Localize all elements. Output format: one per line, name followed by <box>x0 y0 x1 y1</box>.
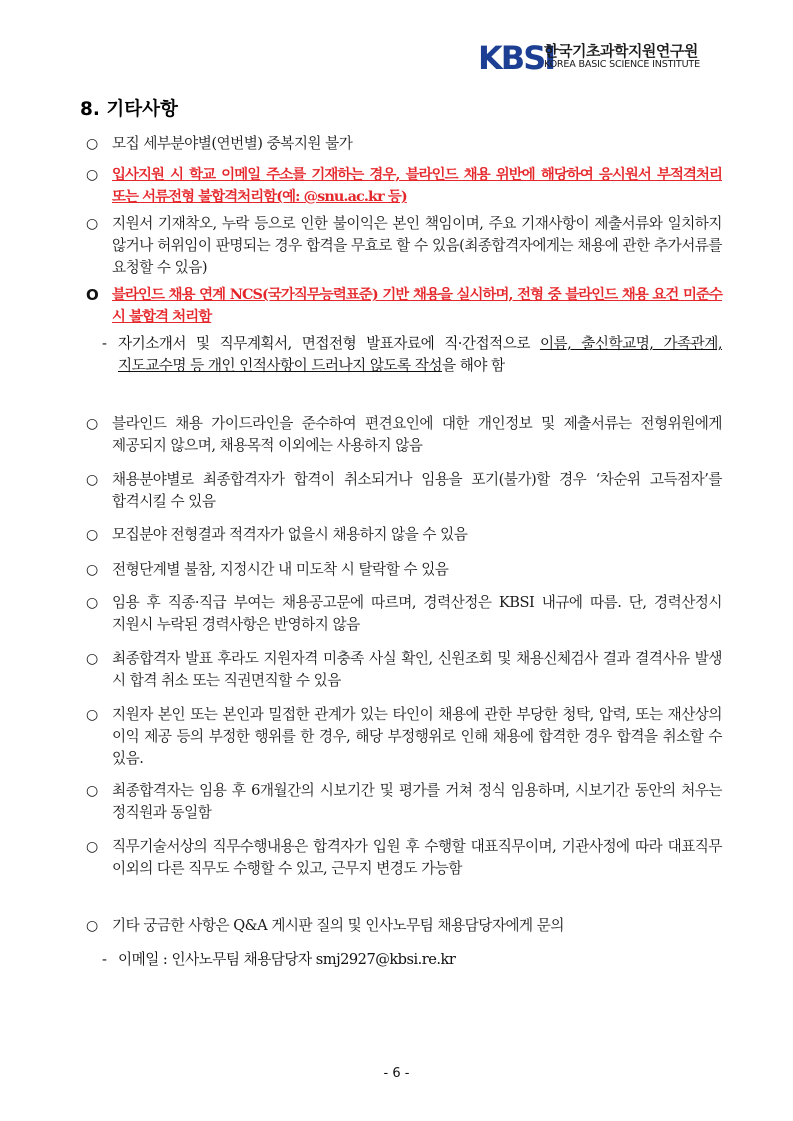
kbsi-logo <box>478 38 768 78</box>
item-text: 임용 후 직종·직급 부여는 채용공고문에 따르며, 경력산정은 KBSI 내규에 따름. 단, 경력산정시 지원시 누락된 경력사항은 반영하지 않음 <box>112 594 722 633</box>
sub-item-text-after: 을 해야 함 <box>441 357 505 374</box>
bullet-circle: ○ <box>86 918 99 934</box>
list-item <box>80 559 722 581</box>
list-item <box>80 524 722 546</box>
bullet-circle: ○ <box>86 783 99 799</box>
section-title: 8. 기타사항 <box>80 99 178 120</box>
list-item-emphasis <box>80 164 722 208</box>
item-text: 블라인드 채용 가이드라인을 준수하여 편견요인에 대한 개인정보 및 제출서류는 전형위원에게 제공되지 않으며, 채용목적 이외에는 사용하지 않음 <box>112 415 722 454</box>
bullet-circle: ○ <box>86 216 99 232</box>
sub-list-item <box>80 949 722 971</box>
list-item-emphasis <box>80 284 722 328</box>
list-item <box>80 213 722 279</box>
bullet-circle: ○ <box>86 562 99 578</box>
list-item <box>80 704 722 770</box>
sub-list-item <box>80 333 722 377</box>
bullet-circle: ○ <box>86 136 99 152</box>
kbsi-logo-mark <box>478 38 555 77</box>
bullet-circle: ○ <box>86 527 99 543</box>
org-name-ko: 한국기초과학지원연구원 <box>544 42 698 60</box>
item-text: 채용분야별로 최종합격자가 합격이 취소되거나 임용을 포기(불가)할 경우 ‘차순위 고득점자’를 합격시킬 수 있음 <box>112 471 722 510</box>
sub-item-text: 이메일 : 인사노무팀 채용담당자 smj2927@kbsi.re.kr <box>118 951 456 968</box>
bullet-circle: ○ <box>86 416 99 432</box>
item-text: 지원자 본인 또는 본인과 밀접한 관계가 있는 타인이 채용에 관한 부당한 청탁, 압력, 또는 재산상의 이익 제공 등의 부정한 행위를 한 경우, 해당 부정행위로 인해 채용에 합격한 경우 합격을 취소할 수 있음. <box>112 706 722 767</box>
org-name-en: KOREA BASIC SCIENCE INSTITUTE <box>544 59 700 70</box>
item-text: 최종합격자는 임용 후 6개월간의 시보기간 및 평가를 거쳐 정식 임용하며, 시보기간 동안의 처우는 정직원과 동일함 <box>112 782 722 821</box>
list-item <box>80 915 722 937</box>
bullet-circle: ○ <box>86 167 99 183</box>
bullet-circle: ○ <box>86 472 99 488</box>
bullet-circle-bold: O <box>86 286 99 304</box>
item-text: 직무기술서상의 직무수행내용은 합격자가 입원 후 수행할 대표직무이며, 기관사정에 따라 대표직무 이외의 다른 직무도 수행할 수 있고, 근무지 변경도 가능함 <box>112 838 722 877</box>
bullet-circle: ○ <box>86 707 99 723</box>
item-text: 최종합격자 발표 후라도 지원자격 미충족 사실 확인, 신원조회 및 채용신체검사 결과 결격사유 발생 시 합격 취소 또는 직권면직할 수 있음 <box>112 650 722 689</box>
item-text: 기타 궁금한 사항은 Q&A 게시판 질의 및 인사노무팀 채용담당자에게 문의 <box>112 917 564 934</box>
list-item <box>80 836 722 880</box>
item-text: 전형단계별 불참, 지정시간 내 미도착 시 탈락할 수 있음 <box>112 561 449 578</box>
item-text: 지원서 기재착오, 누락 등으로 인한 불이익은 본인 책임이며, 주요 기재사항이 제출서류와 일치하지 않거나 허위임이 판명되는 경우 합격을 무효로 할 수 있음(최종합격자에게는 채용에 관한 추가서류를 요청할 수 있음) <box>112 215 722 276</box>
item-text: 모집 세부분야별(연번별) 중복지원 불가 <box>112 135 353 152</box>
sub-item-text <box>118 333 722 377</box>
list-item <box>80 648 722 692</box>
page-number: - 6 - <box>383 1066 410 1081</box>
list-item <box>80 413 722 457</box>
bullet-circle: ○ <box>86 839 99 855</box>
item-text-emphasis: 입사지원 시 학교 이메일 주소를 기재하는 경우, 블라인드 채용 위반에 해당하여 응시원서 부적격처리 또는 서류전형 불합격처리함(예: @snu.ac.kr 등) <box>112 166 722 205</box>
item-text: 모집분야 전형결과 적격자가 없을시 채용하지 않을 수 있음 <box>112 526 468 543</box>
dash-marker: - <box>102 335 107 352</box>
bullet-circle: ○ <box>86 651 99 667</box>
list-item <box>80 592 722 636</box>
sub-item-text-before: 자기소개서 및 직무계획서, 면접전형 발표자료에 직·간접적으로 <box>118 335 540 352</box>
list-item <box>80 469 722 513</box>
item-text-emphasis: 블라인드 채용 연계 NCS(국가직무능력표준) 기반 채용을 실시하며, 전형 중 블라인드 채용 요건 미준수 시 불합격 처리함 <box>112 286 722 325</box>
kbsi-logo-mark-text: KBSI <box>478 39 555 77</box>
sub-item-text-underlined: 이름, 출신학교명, 가족관계, 지도교수명 등 개인 인적사항이 드러나지 않도록 작성 <box>118 335 722 374</box>
list-item <box>80 133 722 155</box>
bullet-circle: ○ <box>86 595 99 611</box>
dash-marker: - <box>102 951 107 968</box>
list-item <box>80 780 722 824</box>
